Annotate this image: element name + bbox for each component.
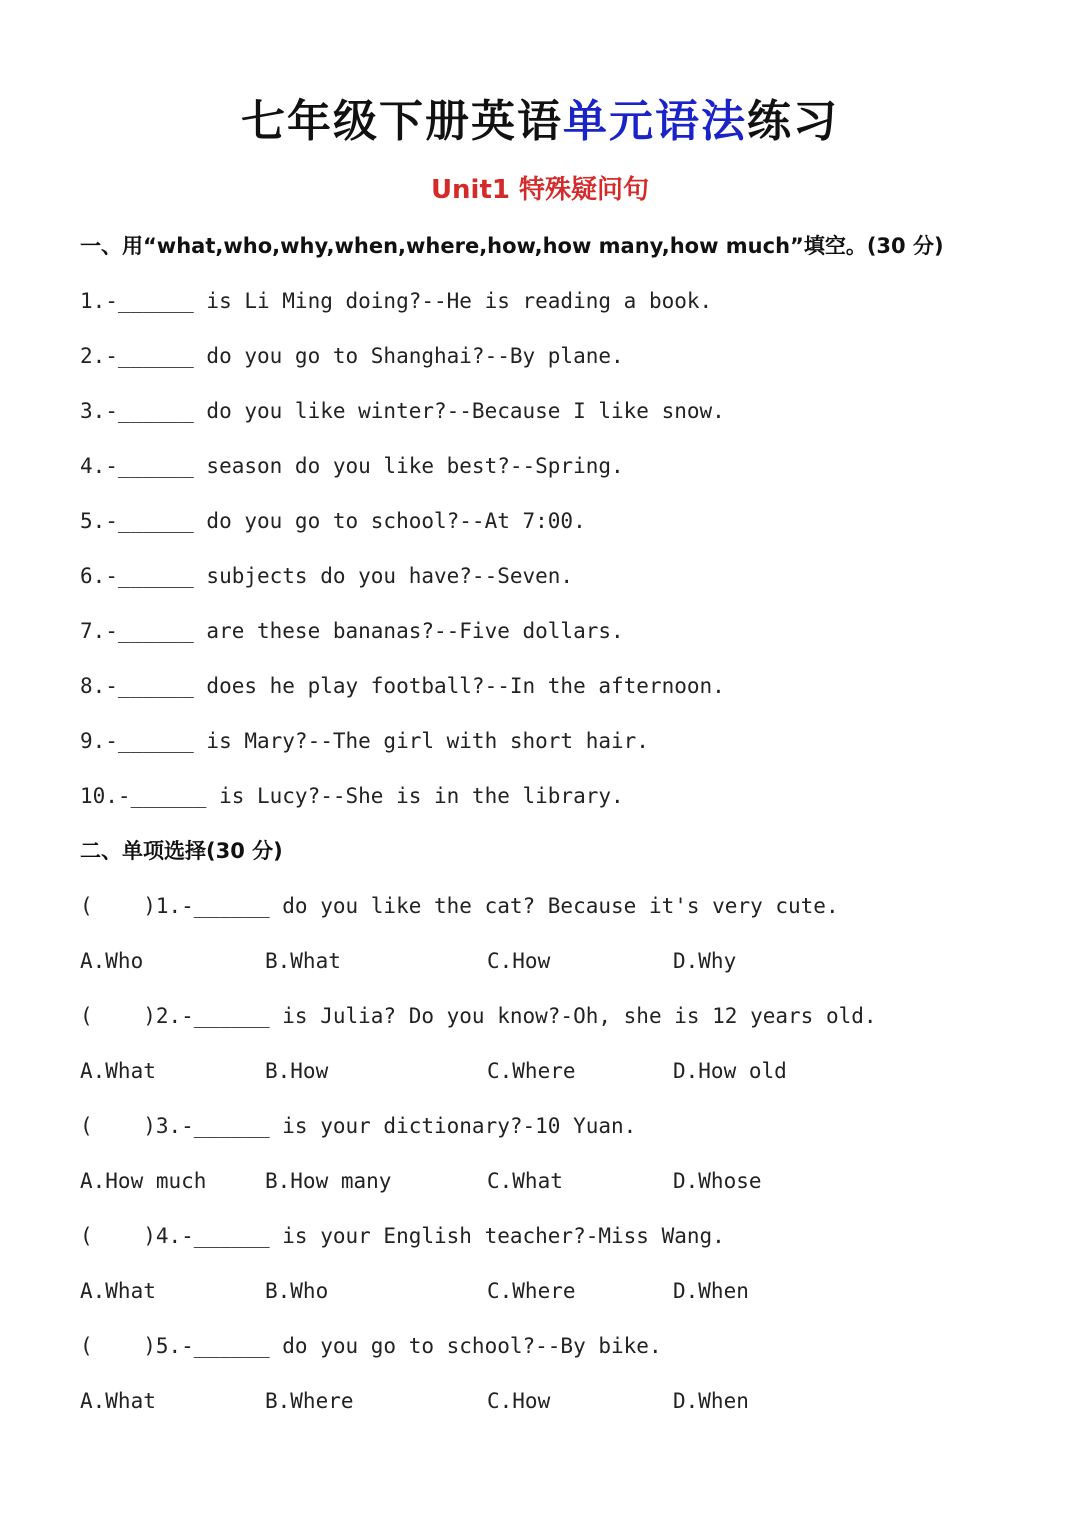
mc-4-option-b: B.Who: [265, 1279, 329, 1303]
fill-question-3: 3.-______ do you like winter?--Because I like snow.: [80, 399, 725, 423]
mc-2-option-b: B.How: [265, 1059, 329, 1083]
mc-1-option-c: C.How: [487, 949, 551, 973]
mc-2-option-c: C.Where: [487, 1059, 576, 1083]
title-part-1: 七年级下册英语: [241, 96, 563, 147]
mc-question-3: ( )3.-______ is your dictionary?-10 Yuan.: [80, 1114, 637, 1138]
fill-question-9: 9.-______ is Mary?--The girl with short hair.: [80, 729, 649, 753]
fill-question-5: 5.-______ do you go to school?--At 7:00.: [80, 509, 586, 533]
section-1-heading: 一、用“what,who,why,when,where,how,how many,how much”填空。(30 分): [80, 234, 944, 258]
page-title: [0, 92, 1080, 152]
fill-question-2: 2.-______ do you go to Shanghai?--By plane.: [80, 344, 624, 368]
fill-question-6: 6.-______ subjects do you have?--Seven.: [80, 564, 574, 588]
fill-question-1: 1.-______ is Li Ming doing?--He is reading a book.: [80, 289, 713, 313]
mc-question-1: ( )1.-______ do you like the cat? Because it's very cute.: [80, 894, 839, 918]
mc-1-option-a: A.Who: [80, 949, 144, 973]
mc-5-option-c: C.How: [487, 1389, 551, 1413]
title-part-3: 练习: [747, 96, 839, 147]
mc-5-option-d: D.When: [673, 1389, 749, 1413]
mc-4-option-d: D.When: [673, 1279, 749, 1303]
section-2-heading: 二、单项选择(30 分): [80, 839, 283, 863]
mc-5-option-b: B.Where: [265, 1389, 354, 1413]
mc-2-option-a: A.What: [80, 1059, 156, 1083]
fill-question-10: 10.-______ is Lucy?--She is in the library.: [80, 784, 624, 808]
fill-question-8: 8.-______ does he play football?--In the afternoon.: [80, 674, 725, 698]
mc-4-option-c: C.Where: [487, 1279, 576, 1303]
fill-question-4: 4.-______ season do you like best?--Spring.: [80, 454, 624, 478]
mc-1-option-d: D.Why: [673, 949, 737, 973]
fill-question-7: 7.-______ are these bananas?--Five dollars.: [80, 619, 624, 643]
mc-3-option-d: D.Whose: [673, 1169, 762, 1193]
unit-subtitle: Unit1 特殊疑问句: [430, 175, 650, 205]
mc-question-2: ( )2.-______ is Julia? Do you know?-Oh, she is 12 years old.: [80, 1004, 877, 1028]
mc-2-option-d: D.How old: [673, 1059, 787, 1083]
mc-question-5: ( )5.-______ do you go to school?--By bike.: [80, 1334, 662, 1358]
mc-5-option-a: A.What: [80, 1389, 156, 1413]
mc-question-4: ( )4.-______ is your English teacher?-Miss Wang.: [80, 1224, 725, 1248]
mc-3-option-a: A.How much: [80, 1169, 207, 1193]
mc-3-option-c: C.What: [487, 1169, 563, 1193]
mc-1-option-b: B.What: [265, 949, 341, 973]
mc-3-option-b: B.How many: [265, 1169, 392, 1193]
title-part-2: 单元语法: [563, 96, 747, 147]
mc-4-option-a: A.What: [80, 1279, 156, 1303]
